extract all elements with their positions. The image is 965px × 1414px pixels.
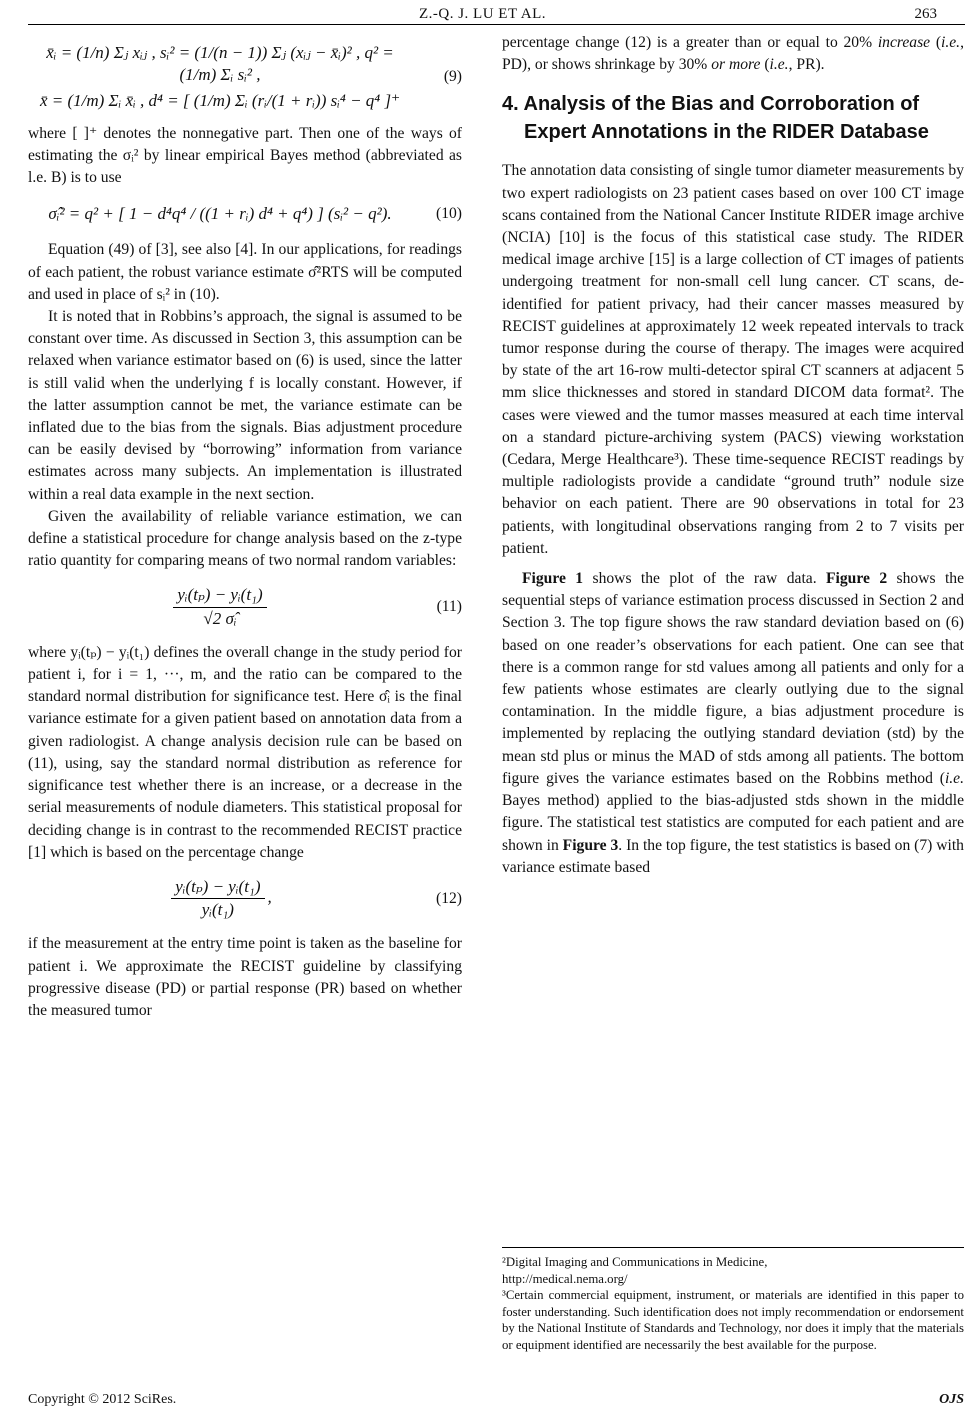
figure-reference: Figure 3 xyxy=(562,836,619,854)
page-footer xyxy=(28,1392,964,1408)
page-header xyxy=(0,0,965,24)
text-run: , PR). xyxy=(788,56,825,74)
equation-11-numerator: yᵢ(tₚ) − yᵢ(t₁) xyxy=(173,584,266,607)
equation-12-denominator: yᵢ(t₁) xyxy=(201,900,234,920)
paragraph: It is noted that in Robbins’s approach, the signal is assumed to be constant over time. As discussed in Section 3, this assumption can be relaxed when variance estimator based on (6) is used, since the latter is still valid when the underlying f is locally constant. However, if the latter assumption cannot be met, the variance estimate can be inflated due to the bias from the signals. Bias adjustment procedure can be easily devised by “borrowing” information from variance estimates across many subjects. An implementation is illustrated within a real data example in the next section. xyxy=(28,308,462,503)
text-run: Bayes method) applied to the bias-adjusted stds shown in the middle figure. The statistical test statistics are computed for each patient and are shown in xyxy=(502,792,964,854)
paragraph: Equation (49) of [3], see also [4]. In our applications, for readings of each patient, the robust variance estimate σ̂²RTS will be computed and used in place of sᵢ² in (10). xyxy=(28,241,462,303)
copyright: Copyright © 2012 SciRes. xyxy=(28,1392,177,1407)
left-column xyxy=(28,32,462,1022)
paragraph: The annotation data consisting of single tumor diameter measurements by two expert radiologists on 23 patient cases based on over 100 CT image scans contained from the National Cancer Institute RIDER image archive (NCIA) [10] is the focus of this statistical case study. The RIDER medical image archive [15] is a large collection of CT images of patients undergoing treatment for non-small cell lung cancer. CT scans, de-identified for patient privacy, had their cancer masses measured by RECIST guidelines at approximately 12 week repeated intervals to track tumor response during the course of therapy. The images were acquired by state of the art 16-row multi-detector spiral CT scanners at adjacent 5 mm slice thicknesses and stored in standard DICOM data format². The cases were viewed and the tumor masses measured at each time interval on a standard picture-archiving system (PACS) viewing workstation (Cedara, Merge Healthcare³). These time-sequence RECIST readings by multiple radiologists provide a candidate “ground truth” nodule size behavior on each patient. There are 90 observations in total for 23 patients, with longitudinal observations ranging from 2 to 7 visits per patient. xyxy=(502,162,964,557)
equation-12-number: (12) xyxy=(436,889,462,907)
text-run: . In the top figure, the test statistics is based on (7) with variance estimate based xyxy=(502,836,964,876)
footnote-2-url: http://medical.nema.org/ xyxy=(502,1271,628,1286)
equation-12 xyxy=(28,876,462,921)
equation-9-line-1: x̄ᵢ = (1/n) Σⱼ xᵢⱼ , sᵢ² = (1/(n − 1)) Σⱼ (xᵢⱼ − x̄ᵢ)² , q² = (1/m) Σᵢ sᵢ² , xyxy=(46,43,394,85)
equation-11-fraction xyxy=(173,584,266,629)
right-column xyxy=(502,32,964,879)
equation-11 xyxy=(28,584,462,629)
text-run: ( xyxy=(760,56,770,74)
header-rule xyxy=(28,24,965,25)
text-run: or more xyxy=(711,56,761,74)
footnotes xyxy=(502,1247,964,1353)
figure-reference: Figure 1 xyxy=(522,570,584,588)
text-run: i.e. xyxy=(769,56,789,74)
equation-12-numerator: yᵢ(tₚ) − yᵢ(t₁) xyxy=(171,876,264,899)
text-run: increase xyxy=(877,34,931,51)
paragraph xyxy=(502,32,964,76)
text-run: , PD), or shows shrinkage by 30% xyxy=(502,34,964,74)
running-title: Z.-Q. J. LU ET AL. xyxy=(418,6,547,22)
page-number: 263 xyxy=(914,6,937,22)
equation-10 xyxy=(28,203,462,225)
equation-9-number: (9) xyxy=(443,68,462,86)
text-run: ( xyxy=(930,34,942,51)
footnote-2: ²Digital Imaging and Communications in Medicine, xyxy=(502,1255,768,1269)
footnote-rule xyxy=(502,1247,964,1248)
equation-11-denominator: √2 σ̂ᵢ xyxy=(203,608,237,628)
section-heading: 4. Analysis of the Bias and Corroboration of Expert Annotations in the RIDER Database xyxy=(502,93,929,144)
equation-12-comma: , xyxy=(267,887,272,907)
paragraph xyxy=(502,568,964,879)
equation-12-fraction xyxy=(171,876,264,921)
footnote-3: ³Certain commercial equipment, instrument, or materials are identified in this paper to foster understanding. Such identification does not imply recommendation or endorsement by the National Institute of Standards and Technology, nor does it imply that the materials or equipment identified are necessarily the best available for the purpose. xyxy=(502,1288,964,1352)
equation-10-expr: σ̂ᵢ² = q² + [ 1 − d⁴q⁴ / ((1 + rᵢ) d⁴ + q⁴) ] (sᵢ² − q²). xyxy=(48,204,392,224)
equation-9 xyxy=(28,38,462,117)
paragraph: if the measurement at the entry time point is taken as the baseline for patient i. We approximate the RECIST guideline by classifying progressive disease (PD) or partial response (PR) based on whether the measured tumor xyxy=(28,935,462,1019)
paragraph: where yᵢ(tₚ) − yᵢ(t₁) defines the overall change in the study period for patient i, for i = 1, ···, m, and the ratio can be compared to the standard normal distribution for significance test. Here σ̂ᵢ is the final variance estimate for a given patient based on annotation data from a given radiologist. A change analysis decision rule can be based on (11), using, say the standard normal distribution as reference for significance test whether there is an increase, or a decrease in the serial measurements of nodule diameters. This statistical proposal for deciding change is in contrast to the recommended RECIST practice [1] which is based on the percentage change xyxy=(28,643,462,861)
equation-11-number: (11) xyxy=(436,598,462,616)
figure-reference: Figure 2 xyxy=(826,570,888,588)
equation-9-line-2: x̄ = (1/m) Σᵢ x̄ᵢ , d⁴ = [ (1/m) Σᵢ (rᵢ/(1 + rᵢ)) sᵢ⁴ − q⁴ ]⁺ xyxy=(39,91,401,111)
text-run: percentage change (12) is a greater than or equal to 20% xyxy=(502,34,878,51)
paragraph: Given the availability of reliable variance estimation, we can define a statistical procedure for change analysis based on the z-type ratio quantity for comparing means of two normal random variables: xyxy=(28,507,462,570)
equation-10-number: (10) xyxy=(436,205,462,223)
text-run: shows the sequential steps of variance estimation process discussed in Section 2 and Section 3. The top figure shows the raw standard deviation based on (6) based on one reader’s observations for each patient. One can see that there is a common range for std values among all patients and only for a few patients whose estimates are clearly outlying due to the signal contamination. In the middle figure, a bias adjustment procedure is implemented by replacing the outlying standard deviation (std) by the mean std plus or minus the MAD of stds among all patients. The bottom figure gives the variance estimates based on the Robbins method ( xyxy=(502,570,964,787)
paragraph: where [ ]⁺ denotes the nonnegative part. Then one of the ways of estimating the σᵢ² by linear empirical Bayes method (abbreviated as l.e. B) is to use xyxy=(28,124,462,187)
text-run: shows the plot of the raw data. xyxy=(583,570,827,588)
text-run: i.e. xyxy=(941,34,961,51)
journal-abbrev: OJS xyxy=(939,1392,964,1407)
text-run: i.e. xyxy=(944,769,964,787)
